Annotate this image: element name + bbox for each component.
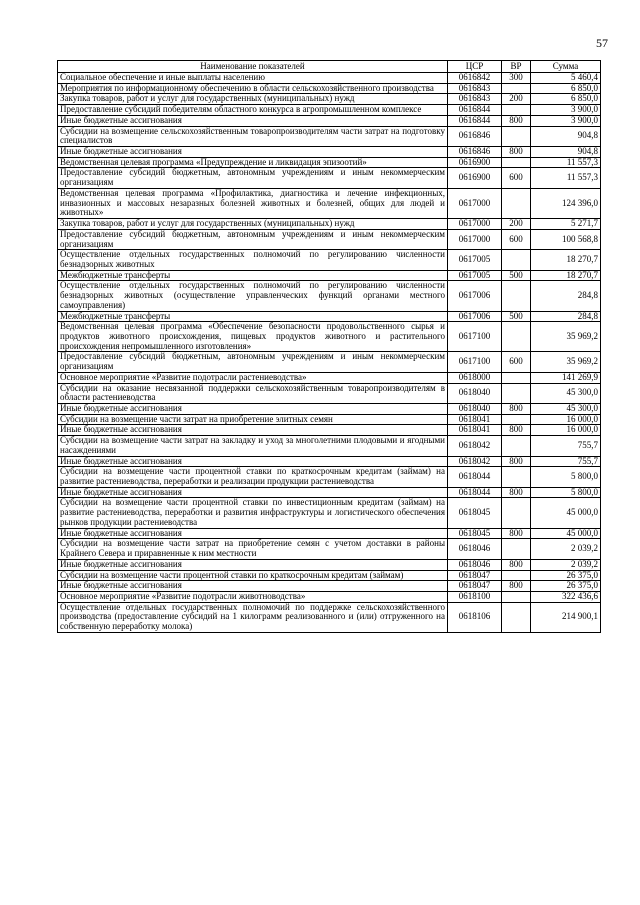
table-row — [58, 414, 601, 425]
table-row — [58, 436, 601, 456]
cell-sum: 100 568,8 — [531, 229, 601, 249]
cell-name: Субсидии на возмещение части процентной ставки по краткосрочным кредитам (займам) — [58, 570, 448, 581]
table-row — [58, 528, 601, 539]
cell-vr — [502, 281, 531, 311]
cell-sum: 45 300,0 — [531, 404, 601, 415]
cell-name: Субсидии на возмещение сельскохозяйственным товаропроизводителям части затрат на подготовку специалистов — [58, 126, 448, 146]
table-row — [58, 383, 601, 403]
cell-sum: 45 000,0 — [531, 528, 601, 539]
cell-name: Субсидии на возмещение части затрат на приобретение элитных семян — [58, 414, 448, 425]
table-row — [58, 83, 601, 94]
cell-csr: 0617006 — [448, 281, 502, 311]
cell-name: Предоставление субсидий победителям областного конкурса в агропромышленном комплексе — [58, 105, 448, 116]
cell-vr — [502, 322, 531, 352]
cell-name: Иные бюджетные ассигнования — [58, 559, 448, 570]
cell-sum: 2 039,2 — [531, 559, 601, 570]
table-row — [58, 498, 601, 528]
table-header-row — [58, 61, 601, 73]
cell-csr: 0618046 — [448, 559, 502, 570]
cell-csr: 0617100 — [448, 322, 502, 352]
cell-csr: 0616900 — [448, 168, 502, 188]
table-row — [58, 539, 601, 559]
cell-vr — [502, 250, 531, 270]
cell-csr: 0618045 — [448, 528, 502, 539]
cell-csr: 0617000 — [448, 219, 502, 230]
header-csr: ЦСР — [448, 61, 502, 73]
cell-name: Иные бюджетные ассигнования — [58, 115, 448, 126]
table-row — [58, 456, 601, 467]
cell-csr: 0618045 — [448, 498, 502, 528]
table-row — [58, 352, 601, 372]
cell-vr: 800 — [502, 528, 531, 539]
table-row — [58, 281, 601, 311]
cell-name: Иные бюджетные ассигнования — [58, 456, 448, 467]
cell-sum: 16 000,0 — [531, 425, 601, 436]
cell-name: Иные бюджетные ассигнования — [58, 581, 448, 592]
cell-name: Субсидии на оказание несвязанной поддержки сельскохозяйственным товаропроизводителям в области растениеводства — [58, 383, 448, 403]
cell-vr — [502, 602, 531, 632]
cell-csr: 0618042 — [448, 456, 502, 467]
cell-sum: 5 460,4 — [531, 73, 601, 84]
cell-csr: 0616846 — [448, 126, 502, 146]
cell-vr — [502, 591, 531, 602]
cell-csr: 0616846 — [448, 147, 502, 158]
cell-sum: 16 000,0 — [531, 414, 601, 425]
cell-vr — [502, 372, 531, 383]
cell-name: Осуществление отдельных государственных полномочий по поддержке сельскохозяйственного производства (предоставление субсидий на 1 килограмм реализованного и (или) отгруженного на собственную переработку молока) — [58, 602, 448, 632]
cell-vr — [502, 498, 531, 528]
cell-vr: 800 — [502, 456, 531, 467]
cell-name: Иные бюджетные ассигнования — [58, 487, 448, 498]
cell-sum: 6 850,0 — [531, 83, 601, 94]
cell-name: Межбюджетные трансферты — [58, 270, 448, 281]
cell-sum: 11 557,3 — [531, 168, 601, 188]
cell-sum: 3 900,0 — [531, 105, 601, 116]
table-body — [58, 73, 601, 633]
page-number: 57 — [596, 36, 608, 50]
table-row — [58, 147, 601, 158]
cell-sum: 18 270,7 — [531, 250, 601, 270]
header-sum: Сумма — [531, 61, 601, 73]
table-row — [58, 467, 601, 487]
cell-sum: 11 557,3 — [531, 157, 601, 168]
cell-sum: 45 000,0 — [531, 498, 601, 528]
cell-name: Основное мероприятие «Развитие подотрасли животноводства» — [58, 591, 448, 602]
cell-csr: 0618000 — [448, 372, 502, 383]
cell-name: Иные бюджетные ассигнования — [58, 528, 448, 539]
table-row — [58, 559, 601, 570]
table-row — [58, 168, 601, 188]
cell-vr: 800 — [502, 425, 531, 436]
cell-name: Ведомственная целевая программа «Обеспечение безопасности продовольственного сырья и продуктов животного происхождения, пищевых продуктов животного и растительного происхождения непромышленного изготовления» — [58, 322, 448, 352]
cell-vr: 800 — [502, 115, 531, 126]
cell-name: Основное мероприятие «Развитие подотрасли растениеводства» — [58, 372, 448, 383]
cell-csr: 0618106 — [448, 602, 502, 632]
cell-csr: 0618100 — [448, 591, 502, 602]
cell-csr: 0618041 — [448, 414, 502, 425]
header-vr: ВР — [502, 61, 531, 73]
cell-csr: 0618041 — [448, 425, 502, 436]
cell-vr: 600 — [502, 352, 531, 372]
table-row — [58, 126, 601, 146]
cell-vr: 800 — [502, 487, 531, 498]
table-row — [58, 219, 601, 230]
cell-name: Мероприятия по информационному обеспечению в области сельскохозяйственного производства — [58, 83, 448, 94]
cell-vr: 800 — [502, 404, 531, 415]
cell-sum: 5 800,0 — [531, 467, 601, 487]
cell-csr: 0616843 — [448, 94, 502, 105]
cell-csr: 0618042 — [448, 436, 502, 456]
cell-name: Субсидии на возмещение части процентной ставки по инвестиционным кредитам (займам) на развитие растениеводства, переработки и развития инфраструктуры и логистического обеспечения рынков продукции растениеводства — [58, 498, 448, 528]
cell-name: Предоставление субсидий бюджетным, автономным учреждениям и иным некоммерческим организациям — [58, 352, 448, 372]
cell-vr — [502, 188, 531, 218]
cell-sum: 214 900,1 — [531, 602, 601, 632]
cell-sum: 45 300,0 — [531, 383, 601, 403]
cell-vr: 200 — [502, 94, 531, 105]
cell-sum: 6 850,0 — [531, 94, 601, 105]
table-row — [58, 581, 601, 592]
cell-sum: 124 396,0 — [531, 188, 601, 218]
cell-vr — [502, 383, 531, 403]
table-row — [58, 157, 601, 168]
cell-vr: 800 — [502, 559, 531, 570]
cell-csr: 0618046 — [448, 539, 502, 559]
cell-name: Субсидии на возмещение части процентной ставки по краткосрочным кредитам (займам) на развитие растениеводства, переработки и реализации продукции растениеводства — [58, 467, 448, 487]
table-row — [58, 372, 601, 383]
cell-sum: 5 271,7 — [531, 219, 601, 230]
cell-csr: 0617100 — [448, 352, 502, 372]
table-row — [58, 73, 601, 84]
cell-sum: 284,8 — [531, 311, 601, 322]
cell-vr — [502, 157, 531, 168]
cell-name: Ведомственная целевая программа «Предупреждение и ликвидация эпизоотий» — [58, 157, 448, 168]
cell-sum: 2 039,2 — [531, 539, 601, 559]
cell-name: Иные бюджетные ассигнования — [58, 147, 448, 158]
cell-sum: 35 969,2 — [531, 352, 601, 372]
table-row — [58, 188, 601, 218]
cell-csr: 0617000 — [448, 229, 502, 249]
cell-name: Иные бюджетные ассигнования — [58, 425, 448, 436]
cell-name: Субсидии на возмещение части затрат на закладку и уход за многолетними плодовыми и ягодными насаждениями — [58, 436, 448, 456]
cell-sum: 322 436,6 — [531, 591, 601, 602]
cell-vr: 800 — [502, 581, 531, 592]
table-row — [58, 250, 601, 270]
cell-name: Социальное обеспечение и иные выплаты населению — [58, 73, 448, 84]
cell-csr: 0618040 — [448, 404, 502, 415]
cell-csr: 0616900 — [448, 157, 502, 168]
cell-sum: 904,8 — [531, 147, 601, 158]
table-row — [58, 105, 601, 116]
cell-sum: 3 900,0 — [531, 115, 601, 126]
cell-vr: 500 — [502, 311, 531, 322]
cell-csr: 0616844 — [448, 105, 502, 116]
cell-vr — [502, 436, 531, 456]
cell-sum: 755,7 — [531, 436, 601, 456]
cell-vr: 800 — [502, 147, 531, 158]
cell-csr: 0618047 — [448, 570, 502, 581]
cell-vr: 500 — [502, 270, 531, 281]
table-row — [58, 425, 601, 436]
cell-sum: 284,8 — [531, 281, 601, 311]
cell-name: Ведомственная целевая программа «Профилактика, диагностика и лечение инфекционных, инвазионных и массовых незаразных болезней животных и болезней, общих для людей и животных» — [58, 188, 448, 218]
cell-vr: 300 — [502, 73, 531, 84]
cell-sum: 26 375,0 — [531, 581, 601, 592]
cell-csr: 0618047 — [448, 581, 502, 592]
table-row — [58, 404, 601, 415]
cell-vr: 600 — [502, 168, 531, 188]
cell-name: Субсидии на возмещение части затрат на приобретение семян с учетом доставки в районы Крайнего Севера и приравненные к ним местности — [58, 539, 448, 559]
table-row — [58, 602, 601, 632]
cell-vr: 600 — [502, 229, 531, 249]
cell-sum: 755,7 — [531, 456, 601, 467]
cell-csr: 0618044 — [448, 467, 502, 487]
cell-vr — [502, 105, 531, 116]
cell-vr: 200 — [502, 219, 531, 230]
cell-csr: 0617005 — [448, 270, 502, 281]
cell-csr: 0616842 — [448, 73, 502, 84]
table-row — [58, 570, 601, 581]
table-row — [58, 115, 601, 126]
cell-name: Закупка товаров, работ и услуг для государственных (муниципальных) нужд — [58, 219, 448, 230]
cell-name: Закупка товаров, работ и услуг для государственных (муниципальных) нужд — [58, 94, 448, 105]
table-row — [58, 94, 601, 105]
cell-csr: 0617000 — [448, 188, 502, 218]
cell-vr — [502, 570, 531, 581]
cell-sum: 35 969,2 — [531, 322, 601, 352]
table-row — [58, 487, 601, 498]
cell-vr — [502, 126, 531, 146]
header-name: Наименование показателей — [58, 61, 448, 73]
table-row — [58, 229, 601, 249]
cell-sum: 26 375,0 — [531, 570, 601, 581]
table-row — [58, 311, 601, 322]
cell-csr: 0618044 — [448, 487, 502, 498]
table-row — [58, 591, 601, 602]
cell-name: Межбюджетные трансферты — [58, 311, 448, 322]
budget-table — [57, 60, 601, 633]
cell-vr — [502, 414, 531, 425]
table-row — [58, 322, 601, 352]
cell-csr: 0617006 — [448, 311, 502, 322]
cell-name: Осуществление отдельных государственных полномочий по регулированию численности безнадзорных животных — [58, 250, 448, 270]
cell-sum: 18 270,7 — [531, 270, 601, 281]
cell-csr: 0616843 — [448, 83, 502, 94]
cell-name: Предоставление субсидий бюджетным, автономным учреждениям и иным некоммерческим организациям — [58, 229, 448, 249]
cell-sum: 141 269,9 — [531, 372, 601, 383]
table-row — [58, 270, 601, 281]
cell-csr: 0616844 — [448, 115, 502, 126]
cell-csr: 0617005 — [448, 250, 502, 270]
cell-vr — [502, 83, 531, 94]
cell-vr — [502, 539, 531, 559]
cell-name: Предоставление субсидий бюджетным, автономным учреждениям и иным некоммерческим организациям — [58, 168, 448, 188]
cell-sum: 904,8 — [531, 126, 601, 146]
cell-vr — [502, 467, 531, 487]
cell-name: Иные бюджетные ассигнования — [58, 404, 448, 415]
cell-sum: 5 800,0 — [531, 487, 601, 498]
cell-name: Осуществление отдельных государственных полномочий по регулированию численности безнадзорных животных (осуществление управленческих функций органами местного самоуправления) — [58, 281, 448, 311]
cell-csr: 0618040 — [448, 383, 502, 403]
